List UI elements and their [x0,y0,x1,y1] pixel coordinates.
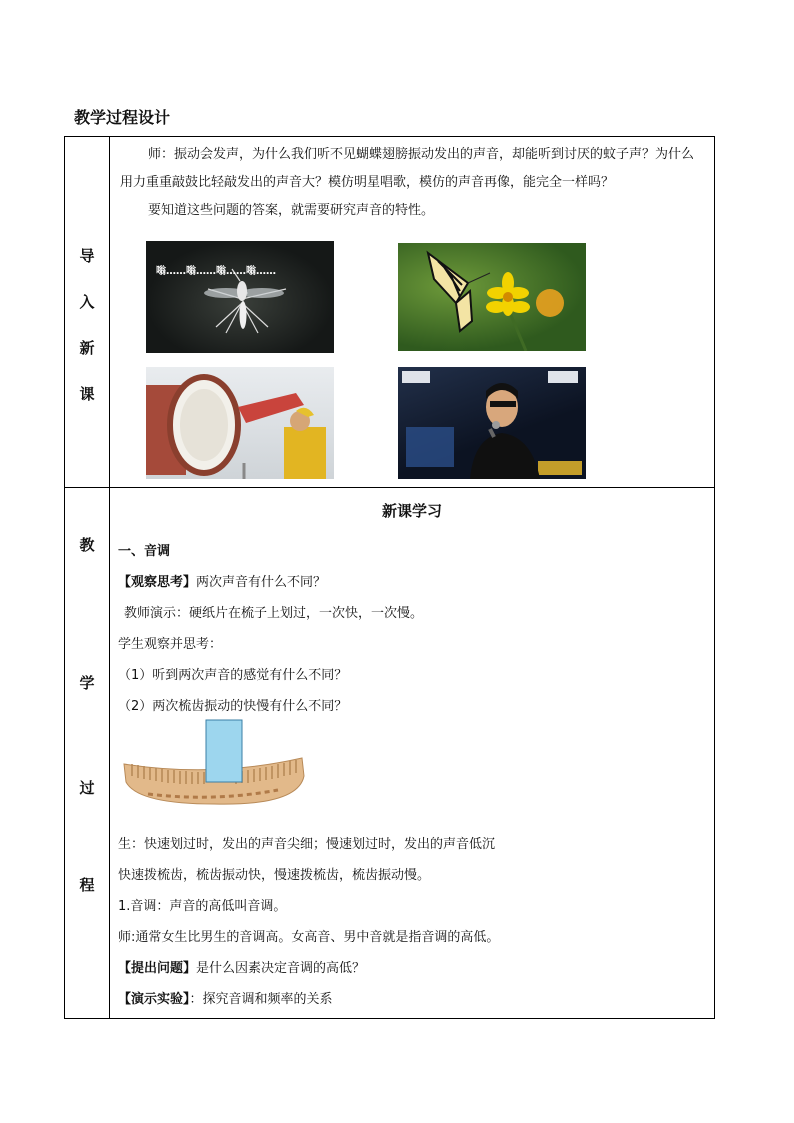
side-char: 导 [79,247,95,265]
side-char: 学 [79,674,95,692]
mosquito-caption: 嗡……嗡……嗡……嗡…… [156,266,276,277]
student-answer-2: 快速拨梳齿，梳齿振动快，慢速拨梳齿，梳齿振动慢。 [118,868,431,883]
experiment-line [118,988,333,1007]
pitch-definition: 1.音调：声音的高低叫音调。 [118,899,287,914]
student-observe: 学生观察并思考： [118,637,223,652]
intro-paragraph-2: 要知道这些问题的答案，就需要研究声音的特性。 [148,203,435,218]
process-side-cell [65,488,110,1019]
side-char: 入 [79,293,95,311]
mosquito-photo [146,241,334,353]
lesson-table [64,136,715,1019]
process-content-cell [110,488,715,1019]
singer-photo [398,367,586,479]
intro-paragraph-1: 师：振动会发声，为什么我们听不见蝴蝶翅膀振动发出的声音，却能听到讨厌的蚊子声？为什么用力重重敲鼓比轻敲发出的声音大？模仿明星唱歌，模仿的声音再像，能完全一样吗？ [120,147,695,190]
butterfly-photo [398,243,586,351]
heading-pitch: 一、音调 [118,544,171,559]
page-title: 教学过程设计 [74,108,171,127]
side-char: 过 [79,779,95,797]
question-2: （2）两次梳齿振动的快慢有什么不同？ [118,699,348,714]
ask-tag: 【提出问题】 [118,961,197,976]
teacher-remark: 师:通常女生比男生的音调高。女高音、男中音就是指音调的高低。 [118,930,500,945]
drum-photo [146,367,334,479]
ask-text: 是什么因素决定音调的高低？ [196,961,366,976]
observe-tag: 【观察思考】 [118,575,197,590]
teacher-demo: 教师演示：硬纸片在梳子上划过，一次快，一次慢。 [124,606,424,621]
observe-text: 两次声音有什么不同？ [196,575,327,590]
side-char: 教 [79,536,95,554]
intro-side-cell [65,137,110,488]
student-answer-1: 生：快速划过时，发出的声音尖细；慢速划过时，发出的声音低沉 [118,837,496,852]
question-1: （1）听到两次声音的感觉有什么不同？ [118,668,348,683]
side-char: 课 [79,385,95,403]
experiment-tag: 【演示实验】 [118,992,190,1007]
observe-line [118,571,326,590]
comb-illustration [118,718,308,814]
side-char: 程 [79,876,95,894]
experiment-text: ：探究音调和频率的关系 [189,992,333,1007]
side-char: 新 [79,339,95,357]
intro-content-cell [110,137,715,488]
section-title: 新课学习 [381,502,442,520]
ask-line [118,957,365,976]
